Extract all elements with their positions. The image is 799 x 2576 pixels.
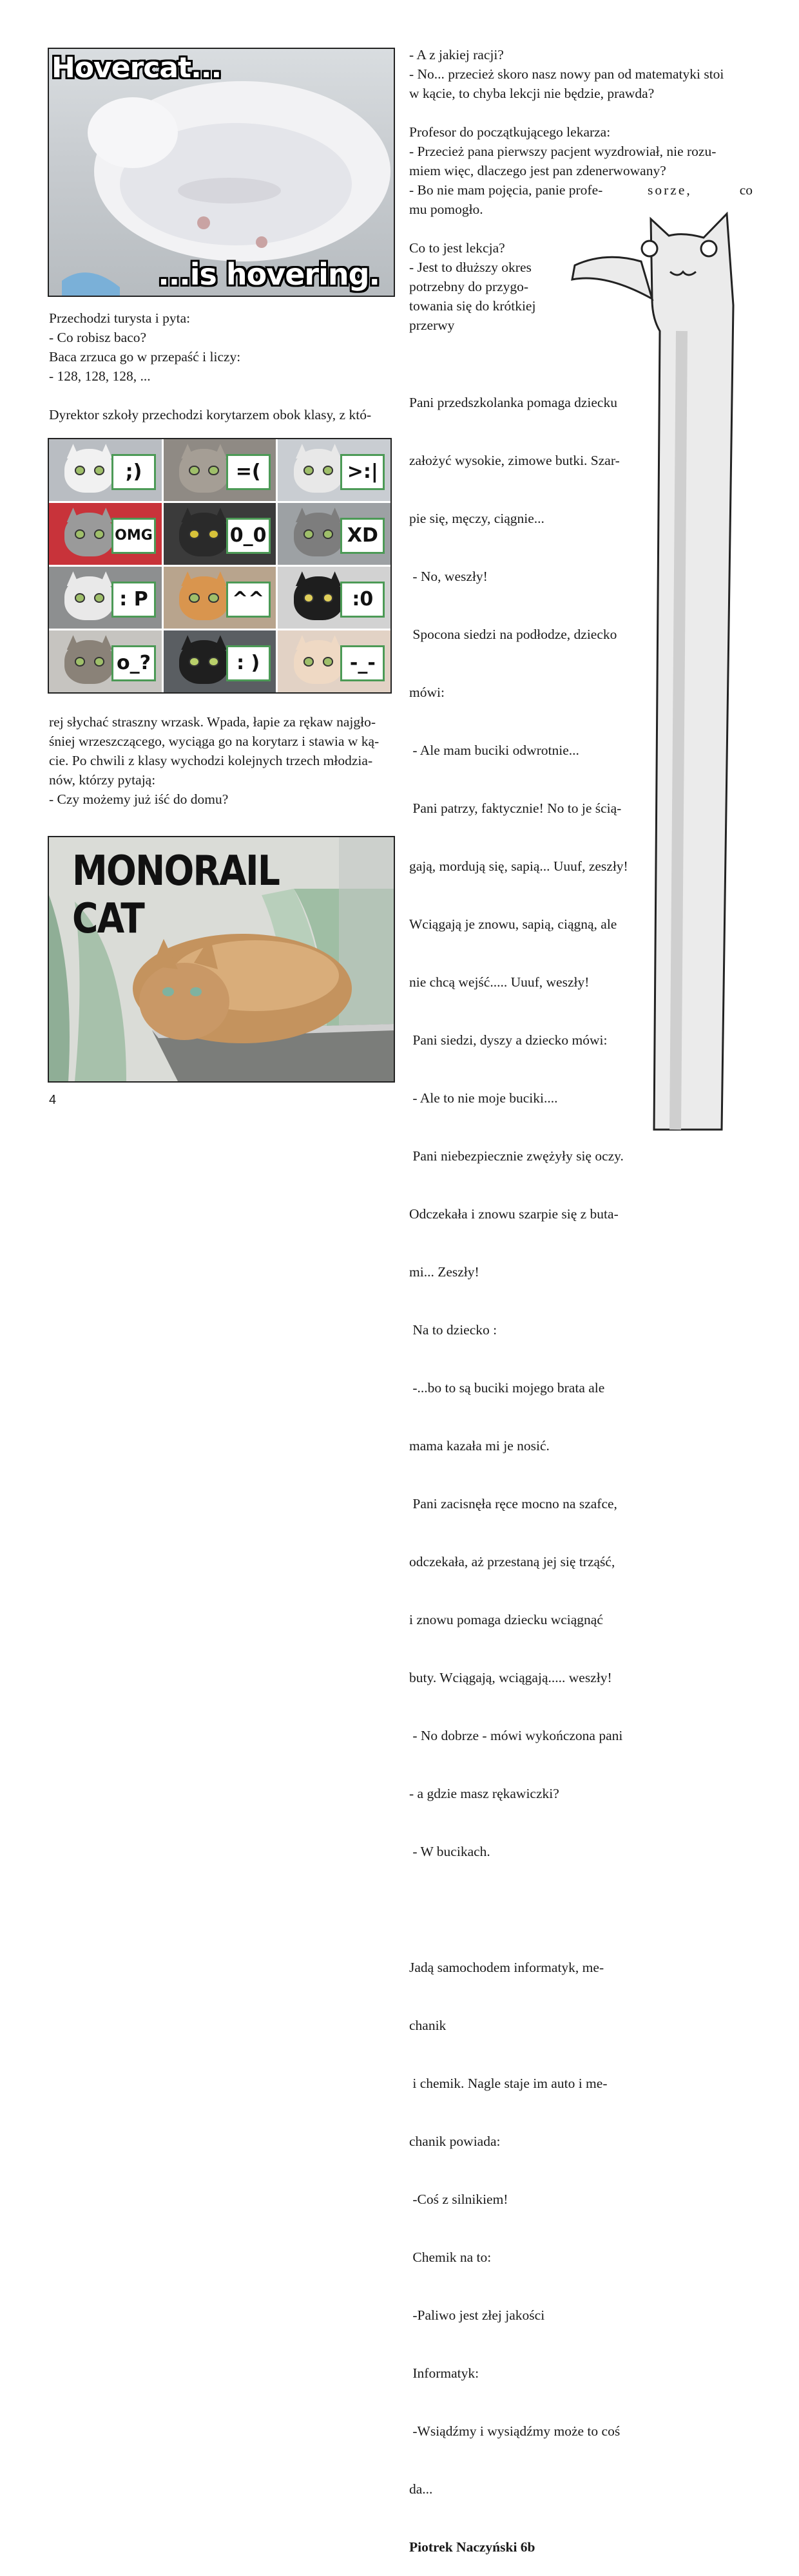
emoticon-cell [278,567,390,629]
text-line: gają, mordują się, sapią... Uuuf, zeszły! [409,858,628,874]
text-line: Informatyk: [409,2365,479,2381]
text-line: i znowu pomaga dziecku wciągnąć [409,1612,603,1627]
text-line: -...bo to są buciki mojego brata ale [409,1380,605,1396]
emoticon-cell [164,630,276,692]
text-line: chanik [409,2018,447,2033]
text-line: - Ale to nie moje buciki.... [409,1090,558,1106]
text-line: - No, weszły! [409,569,488,584]
text-line: chanik powiada: [409,2134,501,2149]
text-fragment: - Bo nie mam pojęcia, panie profe- [409,182,603,198]
text-line: -Coś z silnikiem! [409,2192,508,2207]
emoticon-cell [164,503,276,565]
text-line: - No dobrze - mówi wykończona pani [409,1728,623,1743]
text-line: Pani zacisnęła ręce mocno na szafce, [409,1496,617,1511]
text-line: Pani patrzy, faktycznie! No to je ścią- [409,800,622,816]
joke-matematyka-end [409,45,753,219]
text-line: - W bucikach. [409,1844,490,1859]
text-line: - a gdzie masz rękawiczki? [409,1786,559,1801]
emoticon-cell [164,439,276,501]
hovercat-image [48,48,395,297]
text-line: przerwy [409,317,455,333]
text-line: Co to jest lekcja? [409,240,505,256]
joke-przedszkolanka [409,354,636,2576]
text-line: rej słychać straszny wrzask. Wpada, łapie za rękaw najgło- [49,714,376,730]
text-line: Pani niebezpiecznie zwężyły się oczy. [409,1148,624,1164]
hovercat-bottom-caption: ...is hovering. [158,257,380,292]
text-line: w kącie, to chyba lekcji nie będzie, prawda? [409,86,655,101]
text-line: mu pomogło. [409,202,483,217]
text-line: -Wsiądźmy i wysiądźmy może to coś [409,2423,621,2439]
text-line: - Czy możemy już iść do domu? [49,791,229,807]
joke-dyrektor-continued [49,712,394,809]
text-line: buty. Wciągają, wciągają..... weszły! [409,1670,612,1685]
page-number: 4 [49,1093,57,1107]
joke-baca [49,308,394,424]
text-line: -Paliwo jest złej jakości [409,2307,545,2323]
longcat-illustration [619,202,799,1130]
text-line: - Przecież pana pierwszy pacjent wyzdrowiał, nie rozu- [409,144,717,159]
text-line: i chemik. Nagle staje im auto i me- [409,2076,608,2091]
hovercat-top-caption: Hovercat... [52,52,222,84]
text-line: Odczekała i znowu szarpie się z buta- [409,1206,619,1222]
text-line: nie chcą wejść..... Uuuf, weszły! [409,974,590,990]
joke-lekcja [409,238,556,335]
text-line: cie. Po chwili z klasy wychodzi kolejnych trzech młodzia- [49,753,373,768]
signature: Piotrek Naczyński 6b [409,2539,535,2555]
text-line: Jadą samochodem informatyk, me- [409,1960,604,1975]
emoticon-label: o_? [111,645,156,681]
text-line: towania się do krótkiej [409,298,536,314]
text-fragment: sorze, [648,182,692,198]
text-line: Wciągają je znowu, sapią, ciągną, ale [409,916,617,932]
text-line: - A z jakiej racji? [409,47,504,62]
text-line: Baca zrzuca go w przepaść i liczy: [49,349,241,365]
text-line: Na to dziecko : [409,1322,497,1338]
text-line: potrzebny do przygo- [409,279,529,294]
emoticon-cell [49,439,162,501]
text-line: mówi: [409,685,445,700]
emoticon-label: XD [340,518,385,554]
emoticon-cell [49,503,162,565]
text-line: założyć wysokie, zimowe butki. Szar- [409,453,620,468]
emoticon-cats-image [48,438,392,694]
emoticon-cell [278,630,390,692]
text-line: nów, którzy pytają: [49,772,156,788]
emoticon-label: >:| [340,454,385,490]
emoticon-cell [278,439,390,501]
monorail-caption: MONORAIL CAT [72,848,280,943]
text-line: - 128, 128, 128, ... [49,368,151,384]
emoticon-label: OMG [111,518,156,554]
text-line [409,180,753,200]
emoticon-label: ^^ [226,582,271,618]
text-line: mama kazała mi je nosić. [409,1438,550,1454]
text-line: mi... Zeszły! [409,1264,479,1280]
text-line: Pani przedszkolanka pomaga dziecku [409,395,617,410]
text-line: Dyrektor szkoły przechodzi korytarzem obok klasy, z któ- [49,407,372,422]
text-line: Profesor do początkującego lekarza: [409,124,611,140]
text-line: - Co robisz baco? [49,330,147,345]
emoticon-cell [49,630,162,692]
text-line: Przechodzi turysta i pyta: [49,310,191,326]
emoticon-label: : P [111,582,156,618]
emoticon-cell [278,503,390,565]
emoticon-cell [49,567,162,629]
emoticon-label: 0_0 [226,518,271,554]
text-line: - No... przecież skoro nasz nowy pan od matematyki stoi [409,66,724,82]
monorail-cat-image [48,836,395,1083]
emoticon-label: : ) [226,645,271,681]
text-line: Spocona siedzi na podłodze, dziecko [409,627,617,642]
emoticon-cell [164,567,276,629]
text-line: Pani siedzi, dyszy a dziecko mówi: [409,1032,608,1048]
emoticon-label: :0 [340,582,385,618]
text-line: pie się, męczy, ciągnie... [409,511,544,526]
text-fragment: co [739,182,753,198]
emoticon-label: -_- [340,645,385,681]
emoticon-label: =( [226,454,271,490]
text-line: śniej wrzeszczącego, wyciąga go na korytarz i stawia w ką- [49,734,380,749]
text-line: Chemik na to: [409,2249,492,2265]
text-line: miem więc, dlaczego jest pan zdenerwowany? [409,163,666,178]
text-line: - Jest to dłuższy okres [409,260,532,275]
text-line: da... [409,2481,433,2497]
emoticon-label: ;) [111,454,156,490]
text-line: odczekała, aż przestaną jej się trząść, [409,1554,615,1569]
text-line: - Ale mam buciki odwrotnie... [409,743,579,758]
